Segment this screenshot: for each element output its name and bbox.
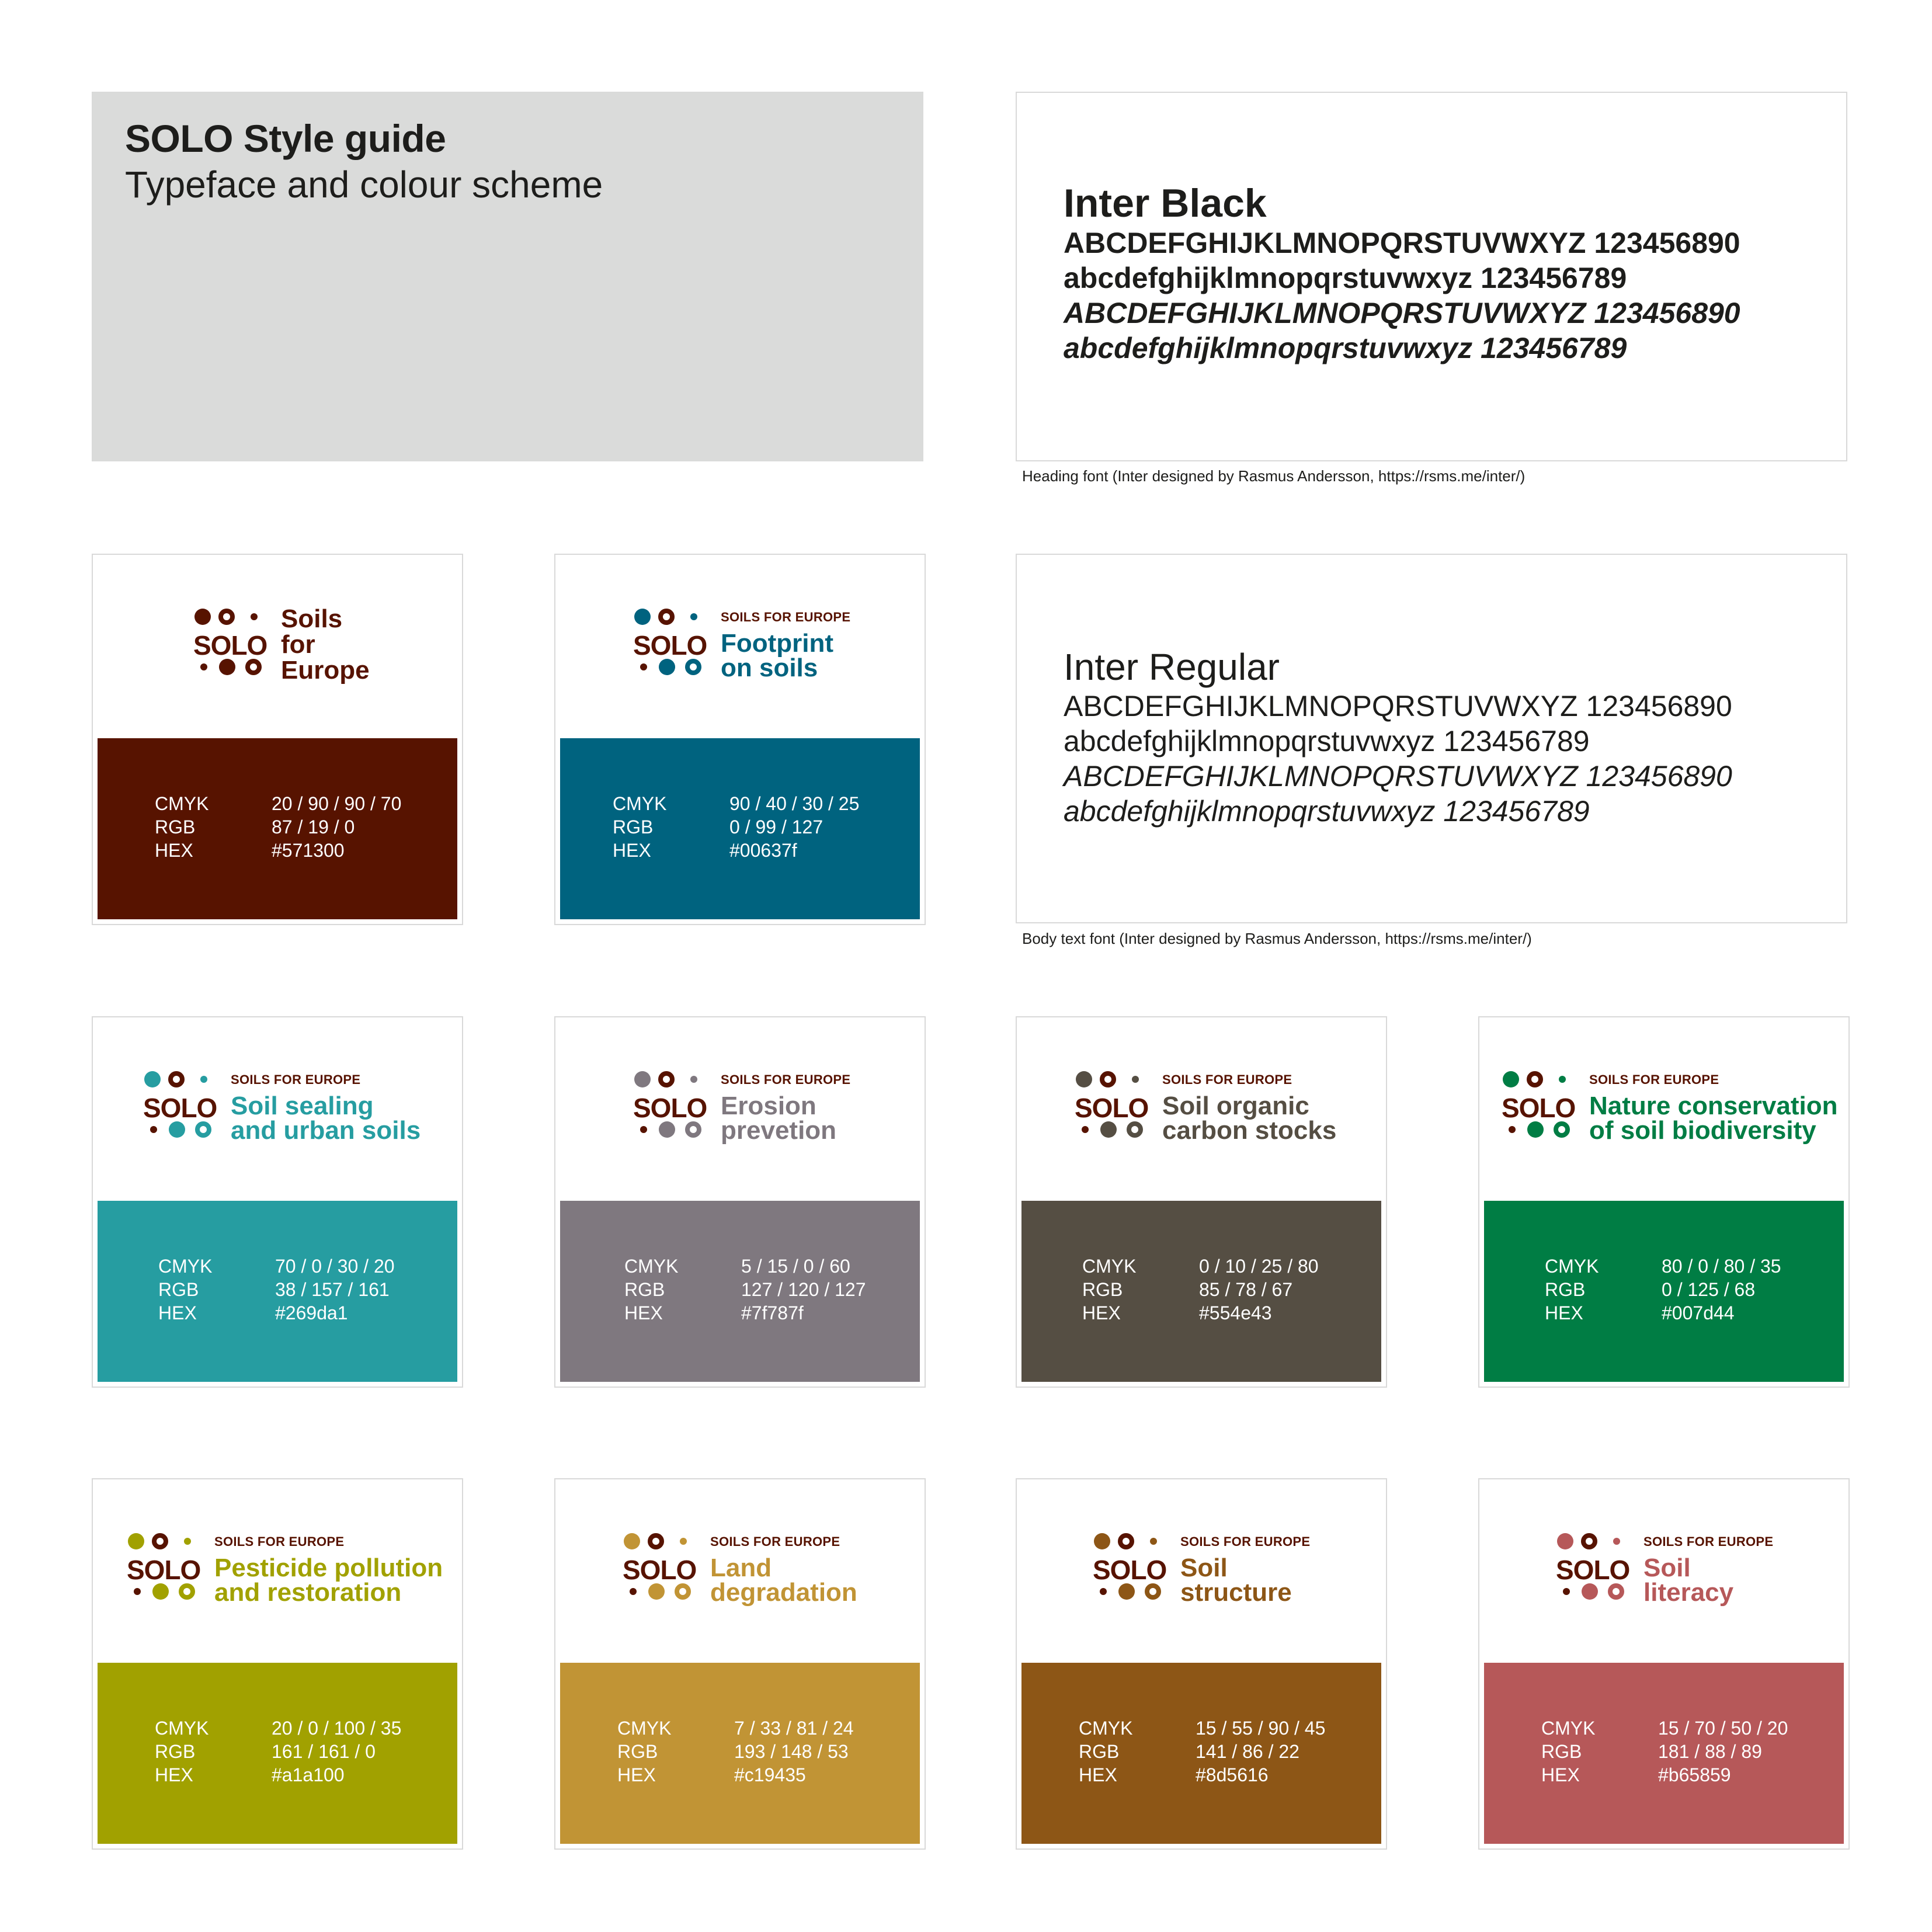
card-title-line1: Soil sealing xyxy=(231,1092,374,1120)
colour-swatch xyxy=(98,1201,457,1382)
card-title-line1: Pesticide pollution xyxy=(214,1554,443,1582)
card-title-line2: literacy xyxy=(1643,1578,1734,1607)
hex-label: HEX xyxy=(613,840,651,861)
cmyk-row xyxy=(1082,1255,1319,1278)
cmyk-row xyxy=(155,1716,401,1740)
rgb-label: RGB xyxy=(1545,1279,1586,1300)
cmyk-row xyxy=(158,1255,395,1278)
solo-wordmark: SOLO xyxy=(1093,1555,1167,1585)
colour-swatch xyxy=(560,1663,920,1844)
colour-card xyxy=(92,1016,463,1388)
colour-spec xyxy=(155,792,401,862)
colour-swatch xyxy=(98,738,457,919)
solo-wordmark: SOLO xyxy=(1502,1093,1576,1123)
colour-card xyxy=(554,1478,926,1850)
hex-value: #c19435 xyxy=(734,1764,806,1785)
rgb-value: 181 / 88 / 89 xyxy=(1658,1741,1762,1762)
hex-value: #8d5616 xyxy=(1196,1764,1269,1785)
page-subtitle: Typeface and colour scheme xyxy=(125,164,603,206)
heading-font-caption: Heading font (Inter designed by Rasmus Andersson, https://rsms.me/inter/) xyxy=(1022,467,1526,485)
solo-wordmark: SOLO xyxy=(633,630,707,661)
cmyk-row xyxy=(1541,1716,1788,1740)
rgb-label: RGB xyxy=(1541,1741,1582,1762)
rgb-label: RGB xyxy=(617,1741,658,1762)
rgb-value: 85 / 78 / 67 xyxy=(1199,1279,1293,1300)
colour-spec xyxy=(624,1255,866,1325)
hex-row xyxy=(1079,1763,1325,1787)
colour-swatch xyxy=(1021,1201,1381,1382)
solo-wordmark: SOLO xyxy=(1075,1093,1149,1123)
rgb-label: RGB xyxy=(158,1279,199,1300)
hex-label: HEX xyxy=(617,1764,656,1785)
rgb-value: 38 / 157 / 161 xyxy=(275,1279,390,1300)
body-specimen-lower: abcdefghijklmnopqrstuvwxyz 123456789 xyxy=(1064,725,1590,757)
colour-swatch xyxy=(98,1663,457,1844)
card-title-line1: Soil organic xyxy=(1162,1092,1309,1120)
rgb-label: RGB xyxy=(1079,1741,1120,1762)
rgb-row xyxy=(155,1740,401,1763)
cmyk-value: 90 / 40 / 30 / 25 xyxy=(729,793,860,814)
card-title-line1: Erosion xyxy=(721,1092,816,1120)
cmyk-label: CMYK xyxy=(1545,1256,1599,1277)
cmyk-value: 5 / 15 / 0 / 60 xyxy=(741,1256,850,1277)
heading-specimen-upper-italic: ABCDEFGHIJKLMNOPQRSTUVWXYZ 123456890 xyxy=(1064,297,1740,329)
soils-for-europe-tag: SOILS FOR EUROPE xyxy=(231,1072,361,1087)
card-title-line1: Soil xyxy=(1643,1554,1691,1582)
cmyk-label: CMYK xyxy=(613,793,667,814)
colour-swatch xyxy=(1021,1663,1381,1844)
rgb-label: RGB xyxy=(155,816,196,838)
soils-for-europe-tag: SOILS FOR EUROPE xyxy=(721,1072,851,1087)
cmyk-value: 15 / 70 / 50 / 20 xyxy=(1658,1718,1788,1739)
heading-specimen-upper: ABCDEFGHIJKLMNOPQRSTUVWXYZ 123456890 xyxy=(1064,227,1740,259)
rgb-row xyxy=(155,815,401,839)
rgb-value: 193 / 148 / 53 xyxy=(734,1741,849,1762)
hex-row xyxy=(1541,1763,1788,1787)
soils-for-europe-tag: SOILS FOR EUROPE xyxy=(721,610,851,624)
colour-card xyxy=(1016,1016,1387,1388)
body-specimen-lower-italic: abcdefghijklmnopqrstuvwxyz 123456789 xyxy=(1064,795,1590,828)
hex-value: #b65859 xyxy=(1658,1764,1731,1785)
rgb-row xyxy=(1541,1740,1788,1763)
cmyk-value: 15 / 55 / 90 / 45 xyxy=(1196,1718,1326,1739)
rgb-row xyxy=(617,1740,854,1763)
colour-spec xyxy=(617,1716,854,1787)
hex-row xyxy=(1082,1301,1319,1325)
soils-for-europe-tag: SOILS FOR EUROPE xyxy=(1589,1072,1719,1087)
card-title-line1: Land xyxy=(710,1554,772,1582)
rgb-value: 141 / 86 / 22 xyxy=(1196,1741,1299,1762)
cmyk-label: CMYK xyxy=(1082,1256,1137,1277)
cmyk-value: 80 / 0 / 80 / 35 xyxy=(1662,1256,1781,1277)
card-title-line1: Soils xyxy=(281,604,343,633)
soils-for-europe-tag: SOILS FOR EUROPE xyxy=(214,1534,345,1549)
colour-swatch xyxy=(560,738,920,919)
rgb-value: 127 / 120 / 127 xyxy=(741,1279,866,1300)
colour-spec xyxy=(1082,1255,1319,1325)
card-title-line2: and restoration xyxy=(214,1578,402,1607)
card-title-line2: structure xyxy=(1180,1578,1292,1607)
cmyk-label: CMYK xyxy=(617,1718,672,1739)
soils-for-europe-tag: SOILS FOR EUROPE xyxy=(710,1534,840,1549)
cmyk-value: 0 / 10 / 25 / 80 xyxy=(1199,1256,1319,1277)
body-font-specimen xyxy=(1016,554,1847,923)
colour-spec xyxy=(1079,1716,1325,1787)
hex-label: HEX xyxy=(155,840,193,861)
soils-for-europe-tag: SOILS FOR EUROPE xyxy=(1162,1072,1292,1087)
cmyk-row xyxy=(1545,1255,1781,1278)
rgb-row xyxy=(613,815,859,839)
card-title-line2: on soils xyxy=(721,654,818,682)
card-title-line2: of soil biodiversity xyxy=(1589,1116,1816,1145)
rgb-value: 87 / 19 / 0 xyxy=(272,816,355,838)
card-title-line2: and urban soils xyxy=(231,1116,421,1145)
cmyk-value: 7 / 33 / 81 / 24 xyxy=(734,1718,854,1739)
solo-wordmark: SOLO xyxy=(193,630,267,661)
hex-value: #269da1 xyxy=(275,1302,348,1323)
colour-swatch xyxy=(560,1201,920,1382)
card-title-line1: Soil xyxy=(1180,1554,1228,1582)
colour-spec xyxy=(613,792,859,862)
colour-card xyxy=(554,554,926,925)
colour-spec xyxy=(1541,1716,1788,1787)
rgb-value: 0 / 99 / 127 xyxy=(729,816,823,838)
colour-swatch xyxy=(1484,1663,1844,1844)
cmyk-label: CMYK xyxy=(155,1718,209,1739)
cmyk-label: CMYK xyxy=(155,793,209,814)
hex-label: HEX xyxy=(624,1302,663,1323)
colour-spec xyxy=(155,1716,401,1787)
cmyk-row xyxy=(613,792,859,815)
solo-wordmark: SOLO xyxy=(127,1555,201,1585)
colour-card xyxy=(92,1478,463,1850)
rgb-label: RGB xyxy=(1082,1279,1123,1300)
hex-row xyxy=(158,1301,395,1325)
cmyk-label: CMYK xyxy=(1541,1718,1596,1739)
hex-row xyxy=(617,1763,854,1787)
heading-specimen-lower-italic: abcdefghijklmnopqrstuvwxyz 123456789 xyxy=(1064,332,1627,364)
body-font-name: Inter Regular xyxy=(1064,646,1280,688)
cmyk-label: CMYK xyxy=(1079,1718,1133,1739)
rgb-row xyxy=(1082,1278,1319,1301)
colour-swatch xyxy=(1484,1201,1844,1382)
rgb-value: 161 / 161 / 0 xyxy=(272,1741,376,1762)
cmyk-row xyxy=(155,792,401,815)
card-title-line1: Nature conservation xyxy=(1589,1092,1838,1120)
hex-label: HEX xyxy=(1079,1764,1117,1785)
card-title-line2: degradation xyxy=(710,1578,857,1607)
hex-row xyxy=(1545,1301,1781,1325)
heading-font-specimen xyxy=(1016,92,1847,461)
cmyk-label: CMYK xyxy=(624,1256,679,1277)
solo-wordmark: SOLO xyxy=(143,1093,217,1123)
hex-label: HEX xyxy=(1545,1302,1583,1323)
rgb-row xyxy=(1079,1740,1325,1763)
cmyk-row xyxy=(617,1716,854,1740)
hex-value: #007d44 xyxy=(1662,1302,1735,1323)
colour-card xyxy=(1016,1478,1387,1850)
colour-spec xyxy=(158,1255,395,1325)
card-title-line1: Footprint xyxy=(721,629,834,658)
cmyk-label: CMYK xyxy=(158,1256,213,1277)
heading-font-name: Inter Black xyxy=(1064,181,1267,225)
hex-value: #a1a100 xyxy=(272,1764,345,1785)
rgb-row xyxy=(624,1278,866,1301)
card-title-line2: for xyxy=(281,630,315,659)
rgb-row xyxy=(1545,1278,1781,1301)
soils-for-europe-tag: SOILS FOR EUROPE xyxy=(1643,1534,1774,1549)
hex-label: HEX xyxy=(1082,1302,1121,1323)
body-font-caption: Body text font (Inter designed by Rasmus Andersson, https://rsms.me/inter/) xyxy=(1022,930,1532,947)
rgb-value: 0 / 125 / 68 xyxy=(1662,1279,1756,1300)
colour-card xyxy=(554,1016,926,1388)
hex-row xyxy=(613,839,859,862)
body-specimen-upper-italic: ABCDEFGHIJKLMNOPQRSTUVWXYZ 123456890 xyxy=(1064,760,1732,793)
cmyk-row xyxy=(1079,1716,1325,1740)
colour-card xyxy=(1478,1016,1850,1388)
card-title-line2: carbon stocks xyxy=(1162,1116,1337,1145)
solo-wordmark: SOLO xyxy=(633,1093,707,1123)
cmyk-row xyxy=(624,1255,866,1278)
cmyk-value: 20 / 0 / 100 / 35 xyxy=(272,1718,402,1739)
rgb-label: RGB xyxy=(624,1279,665,1300)
title-panel xyxy=(92,92,923,461)
rgb-label: RGB xyxy=(155,1741,196,1762)
card-title-line2: prevetion xyxy=(721,1116,837,1145)
colour-card xyxy=(1478,1478,1850,1850)
hex-value: #554e43 xyxy=(1199,1302,1272,1323)
card-title-line3: Europe xyxy=(281,656,370,684)
hex-label: HEX xyxy=(158,1302,197,1323)
solo-wordmark: SOLO xyxy=(623,1555,697,1585)
page-title: SOLO Style guide xyxy=(125,117,446,160)
rgb-row xyxy=(158,1278,395,1301)
colour-spec xyxy=(1545,1255,1781,1325)
hex-label: HEX xyxy=(155,1764,193,1785)
cmyk-value: 70 / 0 / 30 / 20 xyxy=(275,1256,395,1277)
rgb-label: RGB xyxy=(613,816,654,838)
hex-value: #7f787f xyxy=(741,1302,804,1323)
hex-row xyxy=(155,1763,401,1787)
hex-row xyxy=(624,1301,866,1325)
colour-card xyxy=(92,554,463,925)
soils-for-europe-tag: SOILS FOR EUROPE xyxy=(1180,1534,1311,1549)
body-specimen-upper: ABCDEFGHIJKLMNOPQRSTUVWXYZ 123456890 xyxy=(1064,690,1732,722)
hex-value: #00637f xyxy=(729,840,797,861)
solo-wordmark: SOLO xyxy=(1556,1555,1630,1585)
cmyk-value: 20 / 90 / 90 / 70 xyxy=(272,793,402,814)
heading-specimen-lower: abcdefghijklmnopqrstuvwxyz 123456789 xyxy=(1064,262,1627,294)
hex-row xyxy=(155,839,401,862)
hex-value: #571300 xyxy=(272,840,345,861)
hex-label: HEX xyxy=(1541,1764,1580,1785)
